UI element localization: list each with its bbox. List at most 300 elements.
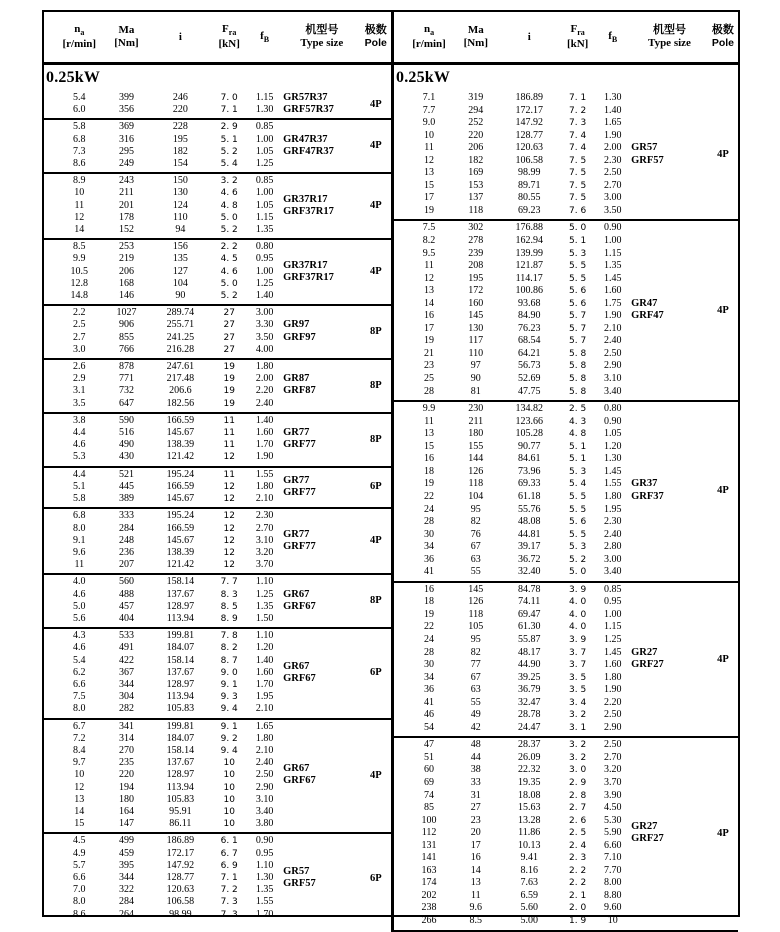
- i-value: 195.24: [166, 510, 195, 522]
- i-value: 15.63: [517, 802, 541, 814]
- fb-value: 2.10: [255, 703, 274, 715]
- ma-value: 490: [118, 439, 134, 451]
- fra-column: [212, 576, 246, 625]
- i-value: 94: [175, 224, 186, 236]
- left-group-2-gr47r37: [44, 120, 391, 174]
- header-ma: Ma [Nm]: [463, 24, 489, 49]
- i-value: 69.23: [517, 204, 541, 216]
- i-value: 104: [172, 277, 188, 289]
- fra-value: 2. 9: [569, 777, 587, 788]
- fra-value: 12: [223, 547, 235, 558]
- fra-column: [212, 175, 246, 236]
- fra-value: 19: [223, 374, 235, 385]
- fra-value: 3. 2: [569, 710, 587, 721]
- fra-column: [212, 241, 246, 302]
- pole-label: 8P: [369, 326, 382, 338]
- pole-cell: [708, 584, 738, 735]
- i-value: 93.68: [517, 297, 541, 309]
- fra-value: 2. 4: [569, 840, 587, 851]
- ma-column: [454, 739, 497, 927]
- ma-value: 76: [470, 528, 481, 540]
- na-value: 9.5: [422, 247, 436, 259]
- left-group-1-gr57r37: [44, 91, 391, 120]
- i-value: 241.25: [166, 331, 195, 343]
- na-value: 8.5: [73, 241, 86, 253]
- fra-value: 27: [223, 332, 235, 343]
- pole-label: 8P: [369, 595, 382, 607]
- ma-value: 294: [468, 104, 484, 116]
- fra-value: 5. 0: [569, 567, 587, 578]
- i-value: 195.24: [166, 468, 195, 480]
- na-value: 14: [74, 224, 85, 236]
- type-size-label: GR57: [283, 865, 310, 877]
- na-value: 11: [74, 199, 85, 211]
- ma-column: [105, 415, 149, 464]
- na-value: 7.3: [73, 145, 86, 157]
- ma-value: 110: [468, 347, 484, 359]
- na-value: 16: [424, 583, 435, 595]
- fb-value: 1.45: [603, 272, 622, 284]
- na-value: 11: [74, 559, 85, 571]
- fra-value: 5. 3: [569, 542, 587, 553]
- na-value: 4.6: [73, 642, 86, 654]
- fb-value: 2.10: [255, 493, 274, 505]
- fb-value: 3.50: [603, 204, 622, 216]
- ma-value: 172: [468, 285, 484, 297]
- na-value: 7.5: [73, 691, 86, 703]
- fb-value: 1.35: [603, 260, 622, 272]
- na-value: 5.0: [73, 600, 86, 612]
- type-size-label: GRF57R37: [283, 104, 334, 116]
- i-value: 166.59: [166, 480, 195, 492]
- fra-value: 7. 1: [569, 93, 587, 103]
- pole-label: 4P: [717, 485, 729, 497]
- fra-value: 5. 2: [220, 146, 238, 157]
- type-size-cell: [283, 121, 361, 170]
- i-value: 80.55: [517, 192, 541, 204]
- fb-value: 3.00: [255, 307, 274, 319]
- ma-column: [105, 175, 149, 236]
- fra-column: [212, 415, 246, 464]
- na-value: 28: [424, 516, 435, 528]
- fra-value: 3. 7: [569, 660, 587, 671]
- na-value: 4.9: [73, 847, 86, 859]
- na-value: 14: [424, 297, 435, 309]
- fra-column: [212, 510, 246, 571]
- i-value: 199.81: [166, 720, 195, 732]
- na-value: 17: [424, 192, 435, 204]
- table-body: [44, 65, 738, 932]
- ma-value: 732: [118, 385, 134, 397]
- pole-label: 4P: [369, 266, 382, 278]
- fb-value: 2.10: [255, 744, 274, 756]
- fb-value: 1.65: [603, 117, 622, 129]
- fb-value: 1.30: [603, 92, 622, 103]
- type-size-label: GR77: [283, 427, 310, 439]
- na-value: 8.0: [73, 896, 86, 908]
- i-value: 199.81: [166, 630, 195, 642]
- na-value: 6.6: [73, 678, 86, 690]
- i-value: 24.47: [517, 721, 541, 733]
- na-value: 9.9: [73, 253, 86, 265]
- fb-value: 3.10: [255, 534, 274, 546]
- left-group-4-gr37r17: [44, 240, 391, 306]
- i-value: 36.72: [517, 553, 541, 565]
- fb-value: 1.00: [255, 133, 274, 145]
- na-column: [54, 469, 105, 506]
- type-size-label: GR47R37: [283, 133, 328, 145]
- fra-column: [212, 721, 246, 831]
- ma-value: 1027: [116, 307, 137, 319]
- type-size-label: GR37: [631, 478, 658, 490]
- power-rating-label: 0.25kW: [46, 69, 101, 86]
- i-column: [148, 721, 212, 831]
- na-value: 7.5: [422, 222, 436, 234]
- na-column: [54, 721, 105, 831]
- fb-value: 1.70: [255, 678, 274, 690]
- fb-column: [246, 361, 283, 410]
- na-column: [54, 307, 105, 356]
- pole-cell: [708, 403, 738, 579]
- fra-value: 7. 5: [569, 168, 587, 179]
- type-size-cell: [631, 403, 708, 579]
- i-value: 145.67: [166, 534, 195, 546]
- type-size-cell: [283, 469, 361, 506]
- na-value: 60: [424, 764, 435, 776]
- i-value: 106.58: [166, 896, 195, 908]
- fra-value: 5. 4: [220, 159, 238, 170]
- i-value: 289.74: [166, 307, 195, 319]
- fb-value: 1.90: [603, 129, 622, 141]
- fra-value: 7. 4: [569, 130, 587, 141]
- fb-value: 2.90: [255, 781, 274, 793]
- ma-value: 126: [468, 596, 484, 608]
- fb-value: 1.35: [255, 224, 274, 236]
- i-column: [148, 835, 212, 920]
- pole-label: 6P: [369, 667, 382, 679]
- na-value: 15: [424, 440, 435, 452]
- i-column: [498, 92, 561, 217]
- ma-value: 499: [118, 835, 134, 847]
- na-column: [54, 241, 105, 302]
- ma-value: 55: [470, 566, 481, 578]
- fb-value: 1.40: [603, 104, 622, 116]
- ma-value: 404: [118, 612, 134, 624]
- i-value: 86.11: [169, 818, 192, 830]
- header-na: $n_a$ [r/min]: [62, 23, 97, 50]
- na-value: 6.8: [73, 510, 86, 522]
- i-value: 110: [173, 211, 188, 223]
- na-value: 19: [424, 478, 435, 490]
- na-value: 8.6: [73, 158, 86, 170]
- i-value: 182: [172, 145, 188, 157]
- i-value: 113.94: [166, 612, 194, 624]
- ma-value: 48: [470, 739, 481, 751]
- fb-value: 3.40: [603, 385, 622, 397]
- header-type-size: 机型号 Type size: [300, 24, 344, 49]
- i-value: 74.11: [518, 596, 541, 608]
- i-column: [148, 415, 212, 464]
- i-value: 172.17: [515, 104, 543, 116]
- ma-value: 333: [118, 510, 134, 522]
- na-value: 13: [424, 428, 435, 440]
- fra-value: 5. 1: [569, 236, 587, 247]
- fb-value: 2.80: [603, 541, 622, 553]
- ma-value: 182: [468, 154, 484, 166]
- fra-value: 11: [223, 415, 235, 426]
- fb-value: 1.80: [255, 732, 274, 744]
- i-value: 137.67: [166, 666, 195, 678]
- fra-value: 5. 5: [569, 273, 587, 284]
- type-size-cell: [283, 175, 361, 236]
- fb-value: 1.20: [603, 440, 622, 452]
- ma-value: 647: [118, 397, 134, 409]
- na-value: 23: [424, 360, 435, 372]
- i-value: 84.61: [517, 453, 541, 465]
- ma-value: 178: [118, 211, 134, 223]
- fra-value: 6. 7: [220, 848, 238, 859]
- ma-value: 90: [470, 373, 481, 385]
- na-value: 5.6: [73, 612, 86, 624]
- pole-label: 4P: [369, 98, 382, 110]
- fb-value: 1.15: [603, 247, 622, 259]
- fra-value: 12: [223, 494, 235, 505]
- fra-value: 11: [223, 428, 235, 439]
- i-value: 184.07: [166, 642, 195, 654]
- fra-value: 7. 1: [220, 872, 238, 883]
- fra-value: 7. 7: [220, 577, 238, 588]
- i-value: 39.25: [517, 671, 541, 683]
- fb-value: 2.20: [255, 385, 274, 397]
- na-column: [54, 175, 105, 236]
- fra-column: [212, 361, 246, 410]
- i-column: [148, 576, 212, 625]
- na-value: 10.5: [70, 265, 89, 277]
- fra-value: 2. 6: [569, 815, 587, 826]
- pole-cell: [361, 92, 391, 116]
- ma-value: 77: [470, 659, 481, 671]
- ma-value: 219: [118, 253, 134, 265]
- i-value: 216.28: [166, 343, 195, 355]
- ma-value: 766: [118, 343, 134, 355]
- ma-value: 533: [118, 630, 134, 642]
- na-value: 28: [424, 646, 435, 658]
- type-size-cell: [631, 222, 708, 398]
- na-value: 24: [424, 503, 435, 515]
- na-column: [54, 415, 105, 464]
- fra-value: 19: [223, 386, 235, 397]
- fb-value: 1.60: [255, 666, 274, 678]
- i-value: 13.28: [517, 814, 541, 826]
- i-value: 186.89: [166, 835, 195, 847]
- i-column: [148, 241, 212, 302]
- i-value: 22.32: [517, 764, 541, 776]
- fra-value: 5. 5: [569, 529, 587, 540]
- fra-column: [212, 835, 246, 920]
- type-size-label: GRF67: [283, 600, 316, 612]
- left-group-12-gr67: [44, 720, 391, 835]
- ma-value: 146: [118, 290, 134, 302]
- na-value: 85: [424, 802, 435, 814]
- ma-value: 248: [118, 534, 134, 546]
- fra-value: 5. 5: [569, 504, 587, 515]
- ma-column: [105, 721, 149, 831]
- fb-value: 8.80: [603, 889, 622, 901]
- type-size-label: GR67: [283, 660, 310, 672]
- type-size-cell: [631, 739, 708, 927]
- ma-value: 55: [470, 696, 481, 708]
- i-value: 5.60: [520, 902, 538, 914]
- type-size-cell: [283, 415, 361, 464]
- fb-value: 1.55: [255, 896, 274, 908]
- fb-value: 1.05: [603, 428, 622, 440]
- fra-value: 5. 8: [569, 374, 587, 385]
- ma-value: 243: [118, 175, 134, 187]
- fb-value: 7.70: [603, 864, 622, 876]
- fb-column: [246, 469, 283, 506]
- ma-column: [105, 835, 149, 920]
- type-size-cell: [631, 584, 708, 735]
- fra-value: 5. 8: [569, 361, 587, 372]
- type-size-label: GR27: [631, 646, 658, 658]
- fb-value: 5.30: [603, 814, 622, 826]
- ma-value: 252: [468, 117, 484, 129]
- i-value: 128.97: [166, 769, 195, 781]
- i-value: 55.76: [517, 503, 541, 515]
- i-value: 166.59: [166, 522, 195, 534]
- na-value: 6.6: [73, 871, 86, 883]
- fb-column: [246, 415, 283, 464]
- ma-value: 491: [118, 642, 134, 654]
- fb-value: 1.25: [255, 277, 274, 289]
- na-value: 16: [424, 453, 435, 465]
- fra-value: 5. 6: [569, 517, 587, 528]
- ma-value: 590: [118, 414, 134, 426]
- na-value: 4.6: [73, 439, 86, 451]
- fra-value: 6. 9: [220, 860, 238, 871]
- type-size-label: GR77: [283, 528, 310, 540]
- fb-column: [594, 403, 631, 579]
- fra-value: 4. 8: [220, 200, 238, 211]
- fb-value: 0.95: [255, 253, 274, 265]
- ma-value: 278: [468, 235, 484, 247]
- ma-value: 211: [119, 187, 134, 199]
- i-value: 220: [172, 104, 188, 116]
- table-right-column: [391, 65, 738, 932]
- ma-value: 63: [470, 684, 481, 696]
- i-column: [148, 510, 212, 571]
- na-column: [404, 92, 454, 217]
- pole-label: 4P: [717, 149, 729, 161]
- fra-value: 2. 2: [569, 865, 587, 876]
- ma-value: 95: [470, 633, 481, 645]
- fb-value: 7.10: [603, 852, 622, 864]
- na-value: 28: [424, 385, 435, 397]
- ma-value: 16: [470, 852, 481, 864]
- ma-column: [105, 92, 149, 116]
- na-value: 8.0: [73, 522, 86, 534]
- fra-value: 3. 5: [569, 672, 587, 683]
- fb-value: 1.55: [255, 468, 274, 480]
- fb-value: 1.80: [255, 480, 274, 492]
- ma-value: 771: [118, 373, 134, 385]
- i-column: [148, 361, 212, 410]
- pole-label: 6P: [369, 872, 382, 884]
- fra-value: 8. 9: [220, 613, 238, 624]
- na-value: 74: [424, 789, 435, 801]
- ma-value: 160: [468, 297, 484, 309]
- fra-value: 27: [223, 344, 235, 355]
- right-groups-container: [394, 91, 738, 932]
- fb-value: 1.90: [603, 310, 622, 322]
- na-value: 51: [424, 751, 435, 763]
- type-size-label: GRF57: [631, 154, 664, 166]
- i-value: 95.91: [169, 805, 192, 817]
- fb-column: [246, 835, 283, 920]
- i-value: 11.86: [518, 827, 541, 839]
- fra-column: [212, 92, 246, 116]
- fb-value: 3.40: [255, 805, 274, 817]
- fb-value: 2.90: [603, 360, 622, 372]
- na-value: 10: [74, 187, 85, 199]
- fb-value: 2.70: [603, 751, 622, 763]
- ma-value: 369: [118, 121, 134, 133]
- na-column: [404, 739, 454, 927]
- fra-value: 8. 5: [220, 601, 238, 612]
- fb-value: 1.00: [603, 608, 622, 620]
- ma-value: 206: [118, 265, 134, 277]
- na-value: 17: [424, 322, 435, 334]
- fra-value: 3. 2: [569, 740, 587, 751]
- i-value: 105.28: [515, 428, 543, 440]
- fra-value: 3. 5: [569, 685, 587, 696]
- na-value: 9.1: [73, 534, 86, 546]
- na-value: 30: [424, 659, 435, 671]
- fb-value: 3.20: [255, 546, 274, 558]
- na-value: 5.7: [73, 859, 86, 871]
- fb-value: 1.10: [255, 859, 274, 871]
- type-size-label: GRF37: [631, 490, 664, 502]
- fb-value: 1.70: [255, 439, 274, 451]
- type-size-label: GR37R17: [283, 193, 328, 205]
- na-value: 9.6: [73, 546, 86, 558]
- i-value: 32.40: [517, 566, 541, 578]
- fb-value: 2.30: [255, 510, 274, 522]
- i-value: 135: [172, 253, 188, 265]
- pole-label: 4P: [717, 827, 729, 839]
- ma-value: 17: [470, 839, 481, 851]
- na-value: 2.6: [73, 361, 86, 373]
- type-size-label: GRF77: [283, 540, 316, 552]
- ma-value: 445: [118, 480, 134, 492]
- ma-value: 314: [118, 732, 134, 744]
- na-value: 5.8: [73, 121, 86, 133]
- i-value: 128.77: [515, 129, 543, 141]
- na-value: 36: [424, 684, 435, 696]
- i-value: 137.67: [166, 757, 195, 769]
- ma-value: 82: [470, 516, 481, 528]
- i-value: 114.17: [515, 272, 543, 284]
- na-value: 46: [424, 709, 435, 721]
- ma-value: 208: [468, 260, 484, 272]
- fra-column: [561, 222, 594, 398]
- na-value: 6.2: [73, 666, 86, 678]
- na-value: 131: [421, 839, 437, 851]
- fra-value: 3. 4: [569, 697, 587, 708]
- ma-value: 422: [118, 654, 134, 666]
- na-value: 12: [424, 272, 435, 284]
- i-value: 105.83: [166, 703, 195, 715]
